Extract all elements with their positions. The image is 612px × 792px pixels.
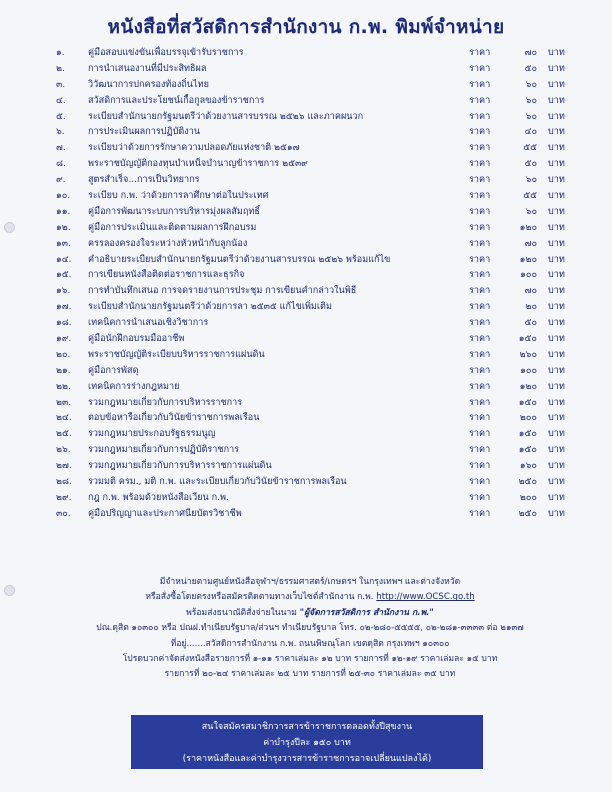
book-row — [56, 284, 576, 300]
book-price: ๑๒๐ — [519, 254, 537, 265]
book-number: ๒๙. — [56, 492, 72, 503]
price-label: ราคา — [469, 270, 491, 281]
book-row — [56, 62, 576, 78]
price-label: ราคา — [469, 302, 491, 313]
book-title: การเขียนหนังสือติดต่อราชการและธุรกิจ — [88, 270, 245, 281]
book-number: ๓. — [56, 79, 66, 90]
info-line-payment — [40, 606, 580, 621]
book-price: ๒๕๐ — [518, 508, 537, 519]
book-title: คู่มือสอบแข่งขันเพื่อบรรจุเข้ารับราชการ — [88, 48, 244, 58]
price-unit: บาท — [548, 159, 565, 170]
book-number: ๑๗. — [56, 302, 72, 313]
price-label: ราคา — [469, 349, 491, 360]
book-price: ๗๐ — [524, 238, 537, 249]
price-label: ราคา — [469, 318, 491, 329]
price-label: ราคา — [469, 159, 491, 170]
price-label: ราคา — [469, 238, 491, 249]
membership-fee: ค่าบำรุงปีละ ๑๕๐ บาท — [263, 738, 351, 748]
book-row — [56, 221, 576, 237]
book-price: ๔๐ — [524, 127, 537, 138]
book-title: คู่มือนักฝึกอบรมมืออาชีพ — [88, 334, 185, 345]
price-unit: บาท — [548, 302, 565, 313]
book-row — [56, 110, 576, 126]
book-title: ครรลองครองใจระหว่างหัวหน้ากับลูกน้อง — [88, 238, 248, 249]
price-unit: บาท — [548, 445, 565, 456]
book-price: ๒๕๐ — [518, 477, 537, 488]
book-number: ๒๘. — [56, 477, 72, 488]
book-price: ๒๐๐ — [519, 413, 537, 424]
price-unit: บาท — [548, 508, 565, 519]
price-unit: บาท — [548, 111, 565, 122]
book-price: ๖๐ — [525, 95, 537, 106]
book-price: ๑๒๐ — [519, 381, 537, 392]
book-title: สวัสดิการและประโยชน์เกื้อกูลของข้าราชการ — [88, 95, 265, 106]
book-price: ๖๐ — [525, 175, 537, 186]
price-unit: บาท — [548, 143, 565, 154]
book-price: ๕๐ — [524, 159, 537, 170]
info-line-contact: ปณ.ดุสิต ๑๐๓๐๐ หรือ ปณฝ.ทำเนียบรัฐบาล/ส่วนฯ ทำเนียบรัฐบาล โทร. ๐๒-๒๘๐-๕๕๕๕, ๐๒-๒๘๑-๓๓๓๓ ต่อ ๒๑๓๗ — [96, 623, 524, 634]
book-price: ๗๐ — [524, 286, 537, 297]
book-price: ๕๐ — [524, 318, 537, 329]
book-list — [56, 46, 576, 523]
book-title: สูตรสำเร็จ...การเป็นวิทยากร — [88, 175, 200, 186]
book-number: ๑๔. — [56, 254, 72, 265]
book-row — [56, 94, 576, 110]
book-row — [56, 300, 576, 316]
book-title: ระเบียบว่าด้วยการรักษาความปลอดภัยแห่งชาติ ๒๕๑๗ — [88, 143, 300, 154]
book-title: การทำบันทึกเสนอ การจดรายงานการประชุม การเขียนคำกล่าวในพิธี — [88, 286, 357, 297]
book-number: ๒. — [56, 63, 65, 74]
book-number: ๑๐. — [56, 191, 71, 202]
book-number: ๑๓. — [56, 238, 71, 249]
book-title: รวมกฎหมายเกี่ยวกับการบริหารราชการแผ่นดิน — [88, 461, 272, 472]
price-label: ราคา — [469, 175, 491, 186]
info-payment-text: พร้อมส่งธนาณัติสั่งจ่ายในนาม — [186, 607, 297, 618]
price-label: ราคา — [469, 63, 491, 74]
book-row — [56, 253, 576, 269]
book-title: ระเบียบสำนักนายกรัฐมนตรีว่าด้วยงานสารบรรณ ๒๕๒๖ และภาคผนวก — [88, 111, 364, 122]
membership-box — [131, 715, 483, 769]
price-label: ราคา — [469, 111, 491, 122]
book-row — [56, 78, 576, 94]
book-title: รวมมติ ครม., มติ ก.พ. และระเบียบเกี่ยวกับวินัยข้าราชการพลเรือน — [88, 477, 347, 488]
price-label: ราคา — [469, 143, 491, 154]
price-unit: บาท — [548, 175, 565, 186]
book-price: ๑๒๐ — [519, 222, 537, 233]
price-label: ราคา — [469, 397, 491, 408]
book-row — [56, 411, 576, 427]
price-unit: บาท — [548, 206, 565, 217]
book-number: ๒๓. — [56, 397, 72, 408]
book-title: เทคนิคการนำเสนอเชิงวิชาการ — [88, 318, 209, 329]
book-number: ๔. — [56, 95, 66, 106]
book-title: รวมกฎหมายเกี่ยวกับการปฏิบัติราชการ — [88, 445, 240, 456]
book-row — [56, 125, 576, 141]
price-unit: บาท — [548, 222, 565, 233]
price-label: ราคา — [469, 95, 491, 106]
price-unit: บาท — [548, 477, 565, 488]
price-label: ราคา — [469, 206, 491, 217]
book-price: ๗๐ — [524, 48, 537, 58]
book-price: ๕๕ — [523, 143, 537, 154]
book-title: คู่มือการพัฒนาระบบการบริหารมุ่งผลสัมฤทธิ์ — [88, 206, 260, 217]
price-unit: บาท — [548, 349, 565, 360]
book-number: ๒๒. — [56, 381, 71, 392]
price-unit: บาท — [548, 397, 565, 408]
book-row — [56, 475, 576, 491]
book-row — [56, 396, 576, 412]
book-number: ๒๗. — [56, 461, 72, 472]
book-price: ๑๕๐ — [518, 429, 537, 440]
price-unit: บาท — [548, 413, 565, 424]
book-row — [56, 380, 576, 396]
book-price: ๑๖๐ — [519, 461, 537, 472]
book-number: ๒๑. — [56, 365, 71, 376]
info-line-shipping-1: โปรดบวกค่าจัดส่งหนังสือรายการที่ ๑-๑๑ ราคาเล่มละ ๑๒ บาท รายการที่ ๑๒-๑๙ ราคาเล่มละ ๑๕ บาท — [122, 654, 498, 665]
book-row — [56, 364, 576, 380]
book-price: ๑๕๐ — [518, 334, 537, 345]
price-unit: บาท — [548, 365, 565, 376]
price-label: ราคา — [469, 365, 491, 376]
book-title: การประเมินผลการปฏิบัติงาน — [88, 127, 201, 138]
book-number: ๑๒. — [56, 222, 71, 233]
book-price: ๖๐ — [525, 206, 537, 217]
book-price: ๒๐๐ — [519, 492, 537, 503]
book-price: ๑๐๐ — [520, 365, 537, 376]
book-title: เทคนิคการร่างกฎหมาย — [88, 381, 180, 392]
book-number: ๖. — [56, 127, 65, 138]
book-price: ๒๐ — [525, 302, 537, 313]
book-number: ๑๑. — [56, 206, 71, 217]
book-title: กฎ ก.พ. พร้อมด้วยหนังสือเวียน ก.พ. — [88, 492, 229, 503]
book-row — [56, 443, 576, 459]
book-number: ๒๐. — [56, 349, 71, 360]
book-title: การนำเสนองานที่มีประสิทธิผล — [88, 63, 207, 74]
info-line-address: ที่อยู่.......สวัสดิการสำนักงาน ก.พ. ถนนพิษณุโลก เขตดุสิต กรุงเทพฯ ๑๐๓๐๐ — [170, 638, 450, 649]
book-price: ๑๐๐ — [520, 270, 537, 281]
info-order-text: หรือสั่งซื้อโดยตรงหรือสมัครติดตามทางเว็บไซต์สำนักงาน ก.พ. — [145, 592, 374, 603]
book-price: ๖๐ — [525, 111, 537, 122]
price-label: ราคา — [469, 477, 491, 488]
price-unit: บาท — [548, 429, 565, 440]
book-number: ๑๘. — [56, 318, 72, 329]
book-number: ๙. — [56, 175, 66, 186]
price-unit: บาท — [548, 270, 565, 281]
info-line-shipping-2: รายการที่ ๒๐-๒๔ ราคาเล่มละ ๒๕ บาท รายการที่ ๒๕-๓๐ ราคาเล่มละ ๓๕ บาท — [164, 669, 456, 680]
book-title: คู่มือปริญญาและประกาศนียบัตรวิชาชีพ — [88, 508, 242, 519]
book-row — [56, 459, 576, 475]
price-label: ราคา — [469, 461, 491, 472]
book-number: ๑. — [56, 48, 65, 58]
book-number: ๓๐. — [56, 508, 71, 519]
book-row — [56, 348, 576, 364]
price-label: ราคา — [469, 254, 491, 265]
book-title: ตอบข้อหารือเกี่ยวกับวินัยข้าราชการพลเรือน — [88, 413, 260, 424]
book-price: ๕๐ — [524, 63, 537, 74]
book-number: ๒๕. — [56, 429, 72, 440]
book-row — [56, 427, 576, 443]
book-price: ๕๕ — [523, 191, 537, 202]
book-title: ระเบียบ ก.พ. ว่าด้วยการลาศึกษาต่อในประเทศ — [88, 191, 269, 202]
price-unit: บาท — [548, 48, 565, 58]
book-number: ๒๔. — [56, 413, 72, 424]
book-number: ๑๕. — [56, 270, 72, 281]
price-label: ราคา — [469, 286, 491, 297]
book-price: ๒๖๐ — [519, 349, 537, 360]
book-row — [56, 507, 576, 523]
book-number: ๕. — [56, 111, 66, 122]
price-unit: บาท — [548, 79, 565, 90]
membership-offer: สนใจสมัครสมาชิกวารสารข้าราชการตลอดทั้งปีสุขงาน — [201, 722, 413, 732]
page-title: หนังสือที่สวัสดิการสำนักงาน ก.พ. พิมพ์จำหน่าย — [107, 16, 505, 38]
book-title: คู่มือการประเมินและติดตามผลการฝึกอบรม — [88, 222, 257, 233]
price-unit: บาท — [548, 286, 565, 297]
price-label: ราคา — [469, 222, 491, 233]
book-row — [56, 316, 576, 332]
book-title: คำอธิบายระเบียบสำนักนายกรัฐมนตรีว่าด้วยงานสารบรรณ ๒๕๒๖ พร้อมแก้ไข — [88, 254, 391, 265]
book-row — [56, 157, 576, 173]
price-label: ราคา — [469, 48, 491, 58]
price-label: ราคา — [469, 429, 491, 440]
book-number: ๘. — [56, 159, 66, 170]
book-number: ๗. — [56, 143, 66, 154]
book-row — [56, 332, 576, 348]
book-price: ๑๕๐ — [518, 397, 537, 408]
price-label: ราคา — [469, 381, 491, 392]
price-label: ราคา — [469, 79, 491, 90]
price-unit: บาท — [548, 95, 565, 106]
book-number: ๑๖. — [56, 286, 71, 297]
price-unit: บาท — [548, 191, 565, 202]
price-label: ราคา — [469, 413, 491, 424]
book-row — [56, 141, 576, 157]
info-line-distribution: มีจำหน่ายตามศูนย์หนังสือจุฬาฯ/ธรรมศาสตร์/เกษตรฯ ในกรุงเทพฯ และต่างจังหวัด — [159, 577, 461, 587]
book-title: รวมกฎหมายเกี่ยวกับการบริหารราชการ — [88, 397, 243, 408]
book-price: ๑๕๐ — [518, 445, 537, 456]
punch-hole-bottom — [4, 585, 15, 596]
payee-name: "ผู้จัดการสวัสดิการ สำนักงาน ก.พ." — [299, 607, 434, 618]
price-label: ราคา — [469, 445, 491, 456]
membership-note: (ราคาหนังสือและค่าบำรุงวารสารข้าราชการอาจเปลี่ยนแปลงได้) — [182, 754, 432, 764]
book-title: ระเบียบสำนักนายกรัฐมนตรีว่าด้วยการลา ๒๕๓๕ แก้ไขเพิ่มเติม — [88, 302, 332, 313]
ordering-info — [40, 575, 580, 683]
price-unit: บาท — [548, 63, 565, 74]
ocsc-website-link[interactable]: http://www.OCSC.go.th — [376, 592, 475, 603]
price-unit: บาท — [548, 492, 565, 503]
price-unit: บาท — [548, 318, 565, 329]
book-row — [56, 268, 576, 284]
book-title: พระราชบัญญัติระเบียบบริหารราชการแผ่นดิน — [88, 349, 265, 360]
book-row — [56, 205, 576, 221]
price-label: ราคา — [469, 508, 491, 519]
price-unit: บาท — [548, 334, 565, 345]
book-row — [56, 173, 576, 189]
book-row — [56, 237, 576, 253]
info-line-order — [40, 590, 580, 605]
book-title: คู่มือการพัสดุ — [88, 365, 139, 376]
book-number: ๑๙. — [56, 334, 72, 345]
price-label: ราคา — [469, 492, 491, 503]
book-row — [56, 491, 576, 507]
book-price: ๖๐ — [525, 79, 537, 90]
price-unit: บาท — [548, 461, 565, 472]
book-row — [56, 46, 576, 62]
price-unit: บาท — [548, 254, 565, 265]
price-label: ราคา — [469, 191, 491, 202]
book-title: วิวัฒนาการปกครองท้องถิ่นไทย — [88, 79, 209, 90]
book-number: ๒๖. — [56, 445, 71, 456]
price-unit: บาท — [548, 127, 565, 138]
book-title: พระราชบัญญัติกองทุนบำเหน็จบำนาญข้าราชการ ๒๕๓๙ — [88, 159, 308, 170]
book-title: รวมกฎหมายประกอบรัฐธรรมนูญ — [88, 429, 216, 440]
punch-hole-top — [4, 222, 15, 233]
price-label: ราคา — [469, 334, 491, 345]
price-unit: บาท — [548, 238, 565, 249]
price-unit: บาท — [548, 381, 565, 392]
book-row — [56, 189, 576, 205]
price-label: ราคา — [469, 127, 491, 138]
